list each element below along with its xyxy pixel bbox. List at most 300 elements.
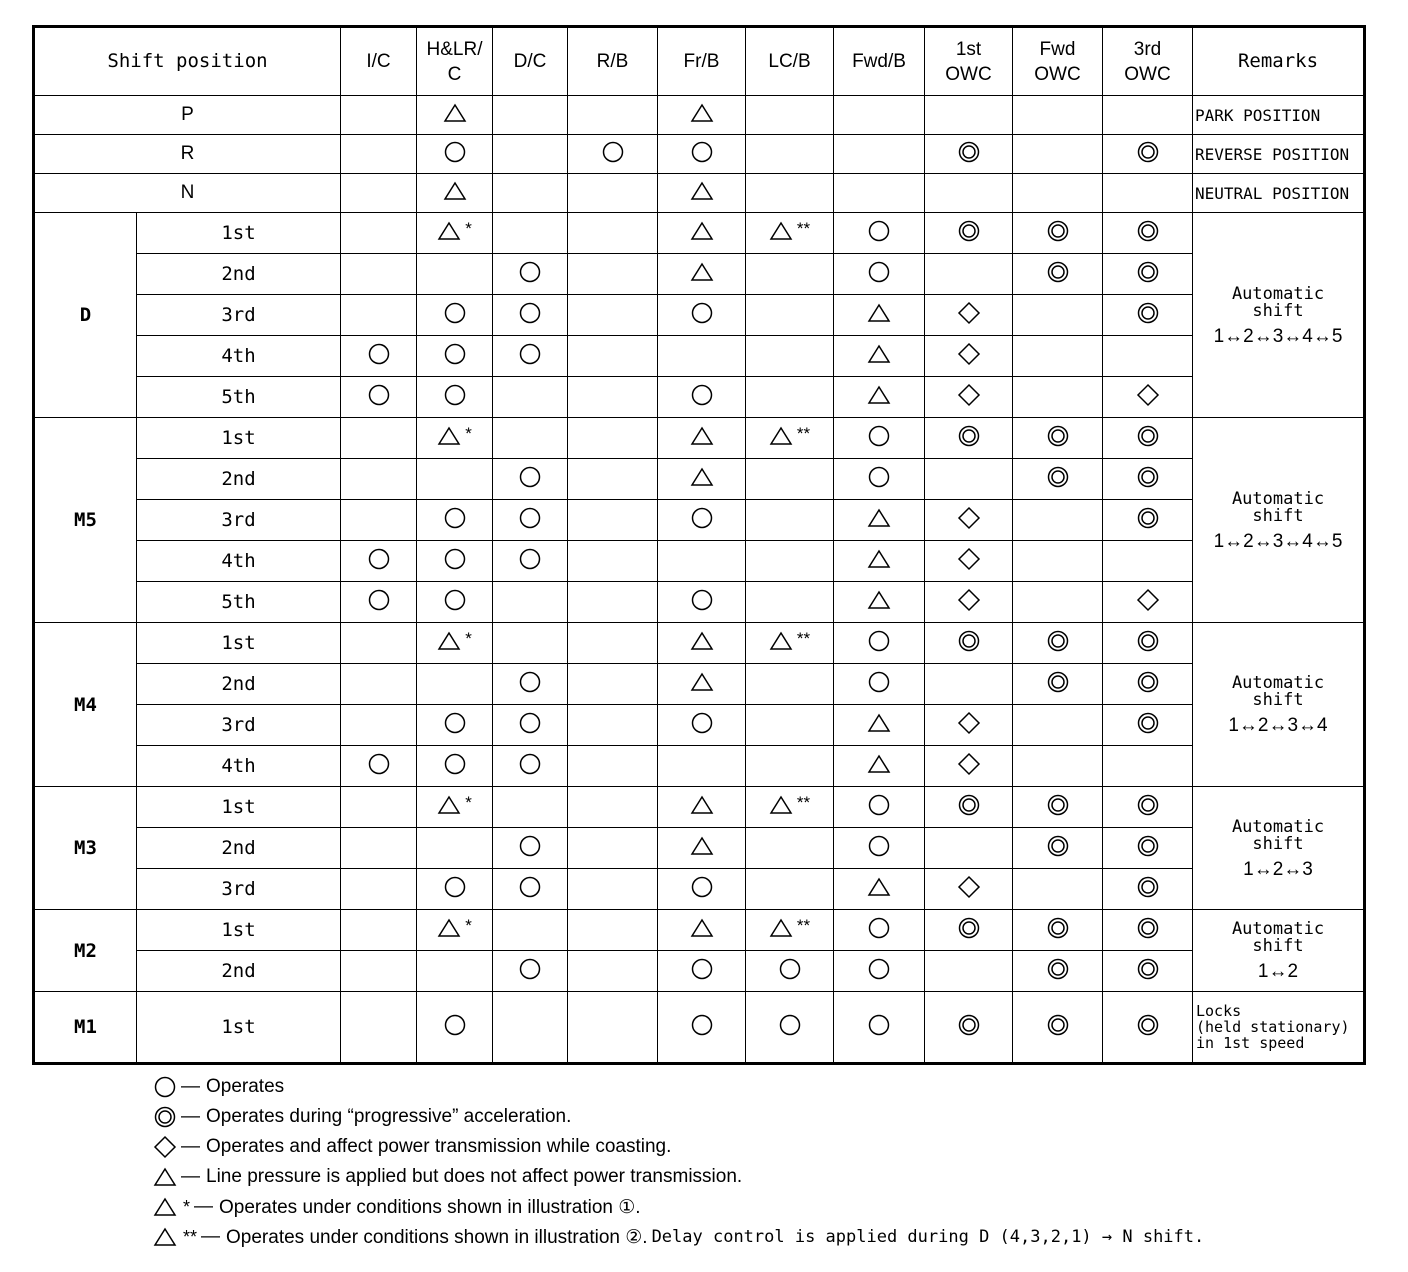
operation-mark xyxy=(1136,424,1160,453)
triangle-icon xyxy=(690,424,714,453)
table-cell xyxy=(568,254,658,295)
table-cell xyxy=(341,582,417,623)
circle-icon xyxy=(443,547,467,576)
triangle-icon xyxy=(153,1195,177,1219)
header-column xyxy=(746,27,834,96)
table-cell xyxy=(493,746,568,787)
table-cell xyxy=(834,787,925,828)
gear-label: 4th xyxy=(137,746,341,787)
table-cell xyxy=(834,664,925,705)
operation-mark xyxy=(769,793,810,822)
double-circle-icon xyxy=(1046,629,1070,658)
operation-mark xyxy=(437,629,472,658)
operation-mark xyxy=(518,670,542,699)
table-cell xyxy=(568,213,658,254)
table-cell xyxy=(493,500,568,541)
double-circle-icon xyxy=(1136,219,1160,248)
table-cell xyxy=(1013,746,1103,787)
table-cell xyxy=(1013,377,1103,418)
table-cell xyxy=(746,174,834,213)
double-circle-icon xyxy=(1046,916,1070,945)
operation-mark xyxy=(957,140,981,169)
operation-mark xyxy=(1136,957,1160,986)
table-cell xyxy=(1103,459,1193,500)
operation-mark xyxy=(1136,140,1160,169)
diamond-icon xyxy=(957,547,981,576)
table-cell xyxy=(1013,213,1103,254)
gear-label: 5th xyxy=(137,582,341,623)
circle-icon xyxy=(867,834,891,863)
table-cell xyxy=(417,582,493,623)
circle-icon xyxy=(367,547,391,576)
circle-icon xyxy=(518,465,542,494)
table-cell xyxy=(746,418,834,459)
table-cell xyxy=(925,869,1013,910)
gear-label: 2nd xyxy=(137,951,341,992)
operation-mark xyxy=(443,140,467,169)
circle-icon xyxy=(367,588,391,617)
table-cell xyxy=(1103,418,1193,459)
diamond-icon xyxy=(153,1135,177,1159)
table-cell xyxy=(925,787,1013,828)
table-cell xyxy=(493,664,568,705)
table-row xyxy=(34,254,1365,295)
circle-icon xyxy=(778,957,802,986)
circle-icon xyxy=(153,1075,177,1099)
table-row xyxy=(34,951,1365,992)
table-cell xyxy=(568,336,658,377)
triangle-icon xyxy=(769,219,793,248)
diamond-icon xyxy=(957,342,981,371)
table-cell xyxy=(493,135,568,174)
table-row xyxy=(34,910,1365,951)
operation-mark xyxy=(1046,916,1070,945)
diamond-icon xyxy=(957,301,981,330)
table-cell xyxy=(746,705,834,746)
operation-mark xyxy=(690,875,714,904)
table-cell xyxy=(341,254,417,295)
table-cell xyxy=(493,377,568,418)
table-cell xyxy=(746,213,834,254)
table-cell xyxy=(417,459,493,500)
triangle-icon xyxy=(867,342,891,371)
table-cell xyxy=(746,992,834,1064)
circle-icon xyxy=(690,875,714,904)
triangle-icon xyxy=(690,670,714,699)
circle-icon xyxy=(690,506,714,535)
table-cell xyxy=(341,787,417,828)
table-cell xyxy=(1103,869,1193,910)
table-cell xyxy=(925,500,1013,541)
operation-mark xyxy=(690,834,714,863)
double-circle-icon xyxy=(1046,957,1070,986)
remark-cell xyxy=(1193,787,1365,910)
table-cell xyxy=(1013,500,1103,541)
operation-mark xyxy=(518,260,542,289)
table-cell xyxy=(568,174,658,213)
shift-position-label: N xyxy=(34,174,341,213)
double-circle-icon xyxy=(1136,260,1160,289)
table-cell xyxy=(493,174,568,213)
table-cell xyxy=(341,746,417,787)
table-cell xyxy=(1103,336,1193,377)
operation-mark xyxy=(1046,1013,1070,1042)
legend-text: Line pressure is applied but does not affect power transmission. xyxy=(206,1166,743,1187)
table-cell xyxy=(1103,254,1193,295)
table-cell xyxy=(417,96,493,135)
circle-icon xyxy=(690,301,714,330)
table-cell xyxy=(1013,787,1103,828)
double-circle-icon xyxy=(1136,506,1160,535)
double-circle-icon xyxy=(1136,711,1160,740)
operation-mark xyxy=(867,629,891,658)
operation-mark xyxy=(1046,465,1070,494)
circle-icon xyxy=(518,260,542,289)
table-cell xyxy=(1103,135,1193,174)
table-cell xyxy=(493,828,568,869)
table-cell xyxy=(658,664,746,705)
table-cell xyxy=(1103,992,1193,1064)
shift-sequence: 1↔2 xyxy=(1257,961,1299,982)
triangle-icon xyxy=(867,875,891,904)
triangle-icon xyxy=(153,1165,177,1189)
table-cell xyxy=(417,623,493,664)
table-cell xyxy=(568,541,658,582)
operation-mark xyxy=(1046,834,1070,863)
table-cell xyxy=(834,951,925,992)
table-cell xyxy=(925,377,1013,418)
table-cell xyxy=(834,459,925,500)
operation-mark xyxy=(1136,260,1160,289)
circle-icon xyxy=(867,916,891,945)
table-cell xyxy=(834,418,925,459)
double-circle-icon xyxy=(1136,1013,1160,1042)
table-cell xyxy=(925,623,1013,664)
circle-icon xyxy=(443,752,467,781)
remark-line: shift xyxy=(1252,300,1304,321)
remark-cell xyxy=(1193,623,1365,787)
header-label: 1st xyxy=(955,38,982,60)
table-cell xyxy=(417,828,493,869)
circle-icon xyxy=(690,711,714,740)
gear-label: 1st xyxy=(137,992,341,1064)
table-cell xyxy=(1013,828,1103,869)
operation-mark xyxy=(1046,219,1070,248)
operation-mark xyxy=(769,219,810,248)
remark-line: shift xyxy=(1252,936,1304,956)
gear-label: 2nd xyxy=(137,254,341,295)
double-circle-icon xyxy=(1136,424,1160,453)
operation-mark xyxy=(437,916,472,945)
table-cell xyxy=(834,869,925,910)
triangle-icon xyxy=(867,752,891,781)
gear-label: 3rd xyxy=(137,869,341,910)
table-cell xyxy=(1013,254,1103,295)
operation-mark xyxy=(957,547,981,576)
circle-icon xyxy=(518,834,542,863)
header-column xyxy=(341,27,417,96)
table-cell xyxy=(746,96,834,135)
remark-cell xyxy=(1193,992,1365,1064)
operation-mark xyxy=(690,711,714,740)
operation-mark xyxy=(367,752,391,781)
operation-mark xyxy=(867,219,891,248)
table-cell xyxy=(1013,541,1103,582)
table-row xyxy=(34,869,1365,910)
double-circle-icon xyxy=(957,140,981,169)
table-cell xyxy=(1013,295,1103,336)
table-cell xyxy=(341,500,417,541)
operation-mark xyxy=(367,383,391,412)
table-cell xyxy=(658,336,746,377)
table-cell xyxy=(658,992,746,1064)
table-cell xyxy=(925,705,1013,746)
operation-mark xyxy=(867,342,891,371)
table-row xyxy=(34,336,1365,377)
legend-dash: — xyxy=(194,1196,214,1217)
triangle-icon xyxy=(690,629,714,658)
clutch-brake-operation-table xyxy=(32,25,1366,1065)
operation-mark xyxy=(518,465,542,494)
triangle-icon xyxy=(437,629,461,658)
header-row xyxy=(34,27,1365,96)
table-cell xyxy=(1103,746,1193,787)
table-cell xyxy=(834,336,925,377)
header-label: Fr/B xyxy=(683,51,720,72)
operation-mark xyxy=(443,301,467,330)
table-cell xyxy=(834,992,925,1064)
operation-mark xyxy=(1136,793,1160,822)
legend-text: Operates under conditions shown in illustration ①. xyxy=(219,1196,641,1218)
table-cell xyxy=(925,582,1013,623)
table-cell xyxy=(925,254,1013,295)
operation-mark xyxy=(518,547,542,576)
triangle-icon xyxy=(867,506,891,535)
table-cell xyxy=(925,828,1013,869)
table-cell xyxy=(658,295,746,336)
table-row xyxy=(34,174,1365,213)
circle-icon xyxy=(690,957,714,986)
diamond-icon xyxy=(957,875,981,904)
remark-line: Automatic xyxy=(1231,816,1325,837)
table-cell xyxy=(746,664,834,705)
table-cell xyxy=(341,174,417,213)
table-cell xyxy=(417,787,493,828)
diamond-icon xyxy=(957,752,981,781)
triangle-icon xyxy=(867,301,891,330)
shift-group-label: M2 xyxy=(34,910,137,992)
table-cell xyxy=(834,174,925,213)
operation-mark xyxy=(690,506,714,535)
operation-mark xyxy=(443,875,467,904)
operation-mark xyxy=(1136,1013,1160,1042)
circle-icon xyxy=(367,752,391,781)
table-cell xyxy=(493,910,568,951)
table-cell xyxy=(417,869,493,910)
legend-item xyxy=(153,1072,1204,1102)
table-cell xyxy=(417,746,493,787)
operation-mark xyxy=(1136,219,1160,248)
operation-mark xyxy=(867,793,891,822)
table-row xyxy=(34,746,1365,787)
triangle-icon xyxy=(867,588,891,617)
header-label: D/C xyxy=(513,51,547,72)
table-cell xyxy=(341,377,417,418)
double-circle-icon xyxy=(1046,793,1070,822)
triangle-icon xyxy=(437,916,461,945)
table-cell xyxy=(417,213,493,254)
table-cell xyxy=(658,705,746,746)
table-cell xyxy=(925,96,1013,135)
triangle-icon xyxy=(690,179,714,208)
table-cell xyxy=(417,295,493,336)
remark-line: Automatic xyxy=(1231,919,1325,939)
table-cell xyxy=(1103,377,1193,418)
shift-sequence: 1↔2↔3↔4↔5 xyxy=(1213,325,1343,347)
table-cell xyxy=(1013,869,1103,910)
operation-mark xyxy=(1136,916,1160,945)
operation-mark xyxy=(778,957,802,986)
operation-mark xyxy=(690,383,714,412)
table-cell xyxy=(658,459,746,500)
circle-icon xyxy=(690,1013,714,1042)
circle-icon xyxy=(443,711,467,740)
operation-mark xyxy=(443,383,467,412)
header-label: I/C xyxy=(366,51,391,72)
gear-label: 1st xyxy=(137,910,341,951)
triangle-icon xyxy=(690,465,714,494)
operation-mark xyxy=(867,752,891,781)
table-cell xyxy=(568,828,658,869)
operation-mark xyxy=(367,342,391,371)
table-cell xyxy=(417,254,493,295)
table-cell xyxy=(834,582,925,623)
operation-mark xyxy=(867,547,891,576)
operation-mark xyxy=(867,424,891,453)
header-column xyxy=(1103,27,1193,96)
operation-mark xyxy=(1046,957,1070,986)
operation-mark xyxy=(867,670,891,699)
legend-item xyxy=(153,1222,1204,1252)
operation-mark xyxy=(769,916,810,945)
double-circle-icon xyxy=(1136,140,1160,169)
condition-note: * xyxy=(183,1196,191,1217)
circle-icon xyxy=(867,957,891,986)
operation-mark xyxy=(957,752,981,781)
operation-mark xyxy=(957,875,981,904)
table-cell xyxy=(493,951,568,992)
shift-group-label: M1 xyxy=(34,992,137,1064)
diamond-icon xyxy=(957,383,981,412)
gear-label: 3rd xyxy=(137,500,341,541)
header-label: 3rd xyxy=(1133,38,1162,60)
table-cell xyxy=(417,541,493,582)
table-cell xyxy=(658,541,746,582)
table-cell xyxy=(746,459,834,500)
triangle-icon xyxy=(769,793,793,822)
header-label: OWC xyxy=(1034,63,1081,85)
legend-text: Operates during “progressive” acceleration. xyxy=(206,1106,572,1127)
table-cell xyxy=(341,869,417,910)
table-cell xyxy=(493,418,568,459)
circle-icon xyxy=(867,1013,891,1042)
double-circle-icon xyxy=(1136,465,1160,494)
circle-icon xyxy=(443,588,467,617)
table-cell xyxy=(746,869,834,910)
circle-icon xyxy=(867,629,891,658)
gear-label: 4th xyxy=(137,541,341,582)
remark-cell xyxy=(1193,213,1365,418)
table-cell xyxy=(1013,96,1103,135)
operation-mark xyxy=(769,424,810,453)
table-cell xyxy=(658,746,746,787)
table-cell xyxy=(834,828,925,869)
operation-mark xyxy=(437,793,472,822)
table-cell xyxy=(925,213,1013,254)
table-cell xyxy=(1103,500,1193,541)
remark-line: in 1st speed xyxy=(1196,1034,1305,1052)
table-cell xyxy=(658,951,746,992)
table-cell xyxy=(1103,623,1193,664)
table-row xyxy=(34,541,1365,582)
operation-mark xyxy=(443,506,467,535)
legend-dash: — xyxy=(181,1076,200,1097)
table-cell xyxy=(834,295,925,336)
table-cell xyxy=(568,295,658,336)
table-cell xyxy=(746,787,834,828)
table-cell xyxy=(1103,213,1193,254)
operation-mark xyxy=(443,711,467,740)
table-cell xyxy=(746,336,834,377)
table-cell xyxy=(493,459,568,500)
table-cell xyxy=(925,746,1013,787)
table-cell xyxy=(493,96,568,135)
operation-mark xyxy=(957,383,981,412)
legend-item xyxy=(153,1162,1204,1192)
operation-mark xyxy=(690,957,714,986)
table-cell xyxy=(417,336,493,377)
circle-icon xyxy=(690,588,714,617)
operation-mark xyxy=(1136,629,1160,658)
condition-note: * xyxy=(465,629,472,648)
operation-mark xyxy=(518,342,542,371)
table-cell xyxy=(1103,295,1193,336)
table-cell xyxy=(1103,582,1193,623)
remark-line: Locks xyxy=(1196,1002,1242,1020)
table-cell xyxy=(1013,664,1103,705)
table-cell xyxy=(925,418,1013,459)
triangle-icon xyxy=(867,547,891,576)
operation-mark xyxy=(867,916,891,945)
circle-icon xyxy=(867,465,891,494)
table-cell xyxy=(746,623,834,664)
table-cell xyxy=(658,174,746,213)
operation-mark xyxy=(957,301,981,330)
double-circle-icon xyxy=(153,1105,177,1129)
table-cell xyxy=(341,459,417,500)
triangle-icon xyxy=(769,916,793,945)
circle-icon xyxy=(690,140,714,169)
table-cell xyxy=(1103,96,1193,135)
circle-icon xyxy=(443,506,467,535)
table-cell xyxy=(341,664,417,705)
diamond-icon xyxy=(1136,588,1160,617)
circle-icon xyxy=(518,752,542,781)
operation-mark xyxy=(690,629,714,658)
operation-mark xyxy=(690,101,714,130)
operation-mark xyxy=(437,424,472,453)
double-circle-icon xyxy=(1136,629,1160,658)
